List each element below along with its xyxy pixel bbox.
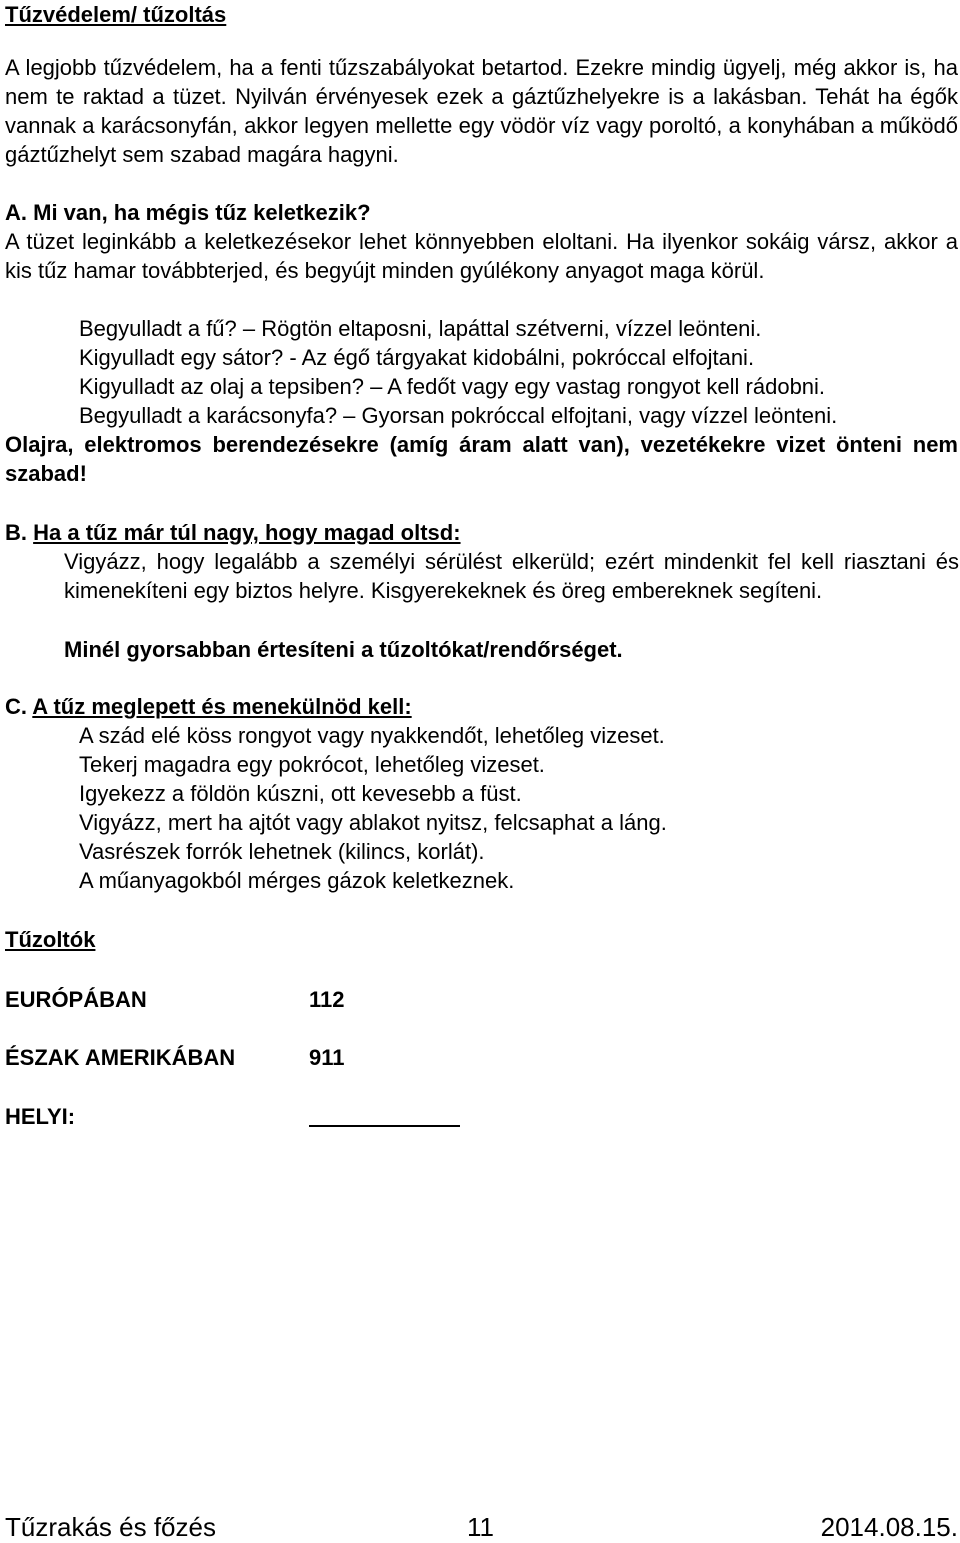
europe-label: EURÓPÁBAN xyxy=(5,987,147,1012)
qa-item: Kigyulladt az olaj a tepsiben? – A fedőt vagy egy vastag rongyot kell rádobni. xyxy=(79,374,826,399)
qa-item: Begyulladt a fű? – Rögtön eltaposni, lapáttal szétverni, vízzel leönteni. xyxy=(79,316,762,341)
qa-list xyxy=(79,314,959,430)
list-item: Vasrészek forrók lehetnek (kilincs, korlát). xyxy=(79,839,485,864)
section-b-bold: Minél gyorsabban értesíteni a tűzoltókat/rendőrséget. xyxy=(64,637,623,662)
section-b-text: Vigyázz, hogy legalább a személyi sérülést elkerüld; ezért mindenkit fel kell riasztani és kimenekíteni egy biztos helyre. Kisgyerekeknek és öreg embereknek segíteni. xyxy=(64,549,959,603)
list-item: Tekerj magadra egy pokrócot, lehetőleg vizeset. xyxy=(79,752,545,777)
north-america-number: 911 xyxy=(309,1045,345,1070)
footer-date: 2014.08.15. xyxy=(820,1512,958,1542)
firefighters-heading: Tűzoltók xyxy=(5,927,96,952)
local-number-blank xyxy=(309,1125,460,1127)
local-row xyxy=(5,1102,309,1131)
section-b-letter: B. xyxy=(5,520,27,545)
europe-row xyxy=(5,985,345,1014)
page-number: 11 xyxy=(467,1512,494,1542)
list-item: A szád elé köss rongyot vagy nyakkendőt, lehetőleg vizeset. xyxy=(79,723,665,748)
section-b-title: Ha a tűz már túl nagy, hogy magad oltsd: xyxy=(33,520,461,545)
north-america-row xyxy=(5,1043,345,1072)
section-a-text: A tüzet leginkább a keletkezésekor lehet könnyebben eloltani. Ha ilyenkor sokáig vársz, akkor a kis tűz hamar továbbterjed, és begyújt minden gyúlékony anyagot maga körül. xyxy=(5,229,958,283)
warning-text: Olajra, elektromos berendezésekre (amíg áram alatt van), vezetékekre vizet önteni nem szabad! xyxy=(5,432,958,486)
page-footer xyxy=(5,1512,958,1542)
north-america-label: ÉSZAK AMERIKÁBAN xyxy=(5,1045,236,1070)
list-item: Vigyázz, mert ha ajtót vagy ablakot nyitsz, felcsaphat a láng. xyxy=(79,810,667,835)
section-a-heading: A. Mi van, ha mégis tűz keletkezik? xyxy=(5,200,371,225)
local-label: HELYI: xyxy=(5,1104,76,1129)
intro-paragraph: A legjobb tűzvédelem, ha a fenti tűzszabályokat betartod. Ezekre mindig ügyelj, még akkor is, ha nem te raktad a tüzet. Nyilván érvényesek ezek a gáztűzhelyekre is a lakásban. Tehát ha égők vannak a karácsonyfán, akkor legyen mellette egy vödör víz vagy poroltó, a konyhában a működő gáztűzhelyt sem szabad magára hagyni. xyxy=(5,55,958,167)
qa-item: Kigyulladt egy sátor? - Az égő tárgyakat kidobálni, pokróccal elfojtani. xyxy=(79,345,755,370)
escape-list xyxy=(79,721,959,895)
list-item: A műanyagokból mérges gázok keletkeznek. xyxy=(79,868,515,893)
section-b-heading xyxy=(5,518,461,547)
qa-item: Begyulladt a karácsonyfa? – Gyorsan pokróccal elfojtani, vagy vízzel leönteni. xyxy=(79,403,838,428)
footer-title: Tűzrakás és főzés xyxy=(5,1512,216,1542)
list-item: Igyekezz a földön kúszni, ott kevesebb a füst. xyxy=(79,781,522,806)
europe-number: 112 xyxy=(309,987,345,1012)
section-c-title: A tűz meglepett és menekülnöd kell: xyxy=(32,694,412,719)
section-c-letter: C. xyxy=(5,694,27,719)
section-c-heading xyxy=(5,692,412,721)
page-title: Tűzvédelem/ tűzoltás xyxy=(5,2,227,27)
